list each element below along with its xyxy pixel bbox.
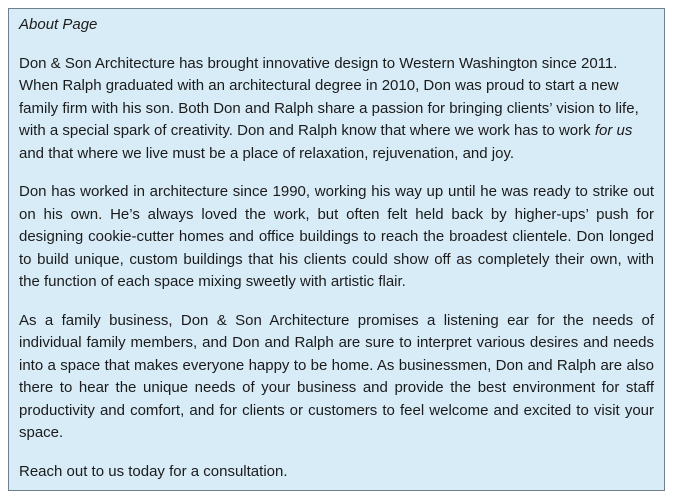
contact-paragraph: Reach out to us today for a consultation.	[19, 462, 288, 480]
intro-paragraph	[19, 53, 654, 166]
page-label: About Page	[19, 16, 98, 33]
about-page-panel	[8, 8, 665, 491]
history-paragraph: Don has worked in architecture since 1990, working his way up until he was ready to strike out on his own. He’s always loved the work, but often felt held back by higher-ups’ push for designing cookie-cutter homes and office buildings to reach the broadest clientele. Don longed to build unique, custom buildings that his clients could show off as completely their own, with the function of each space mixing sweetly with artistic flair.	[19, 183, 654, 290]
intro-paragraph-emphasis: for us	[594, 122, 633, 139]
family-business-paragraph: As a family business, Don & Son Architecture promises a listening ear for the needs of individual family members, and Don and Ralph are sure to interpret various desires and needs into a space that makes everyone happy to be home. As businessmen, Don and Ralph are also there to hear the unique needs of your business and provide the best environment for staff productivity and comfort, and for clients or customers to feel welcome and excited to visit your space.	[19, 311, 654, 441]
intro-paragraph-text-end: and that where we live must be a place of relaxation, rejuvenation, and joy.	[19, 144, 515, 162]
intro-paragraph-text-start: Don & Son Architecture has brought innovative design to Western Washington since 2011. When Ralph graduated with an architectural degree in 2010, Don was proud to start a new family firm with his son. Both Don and Ralph share a passion for bringing clients’ vision to life, with a special spark of creativity. Don and Ralph know that where we work has to work	[19, 54, 639, 139]
